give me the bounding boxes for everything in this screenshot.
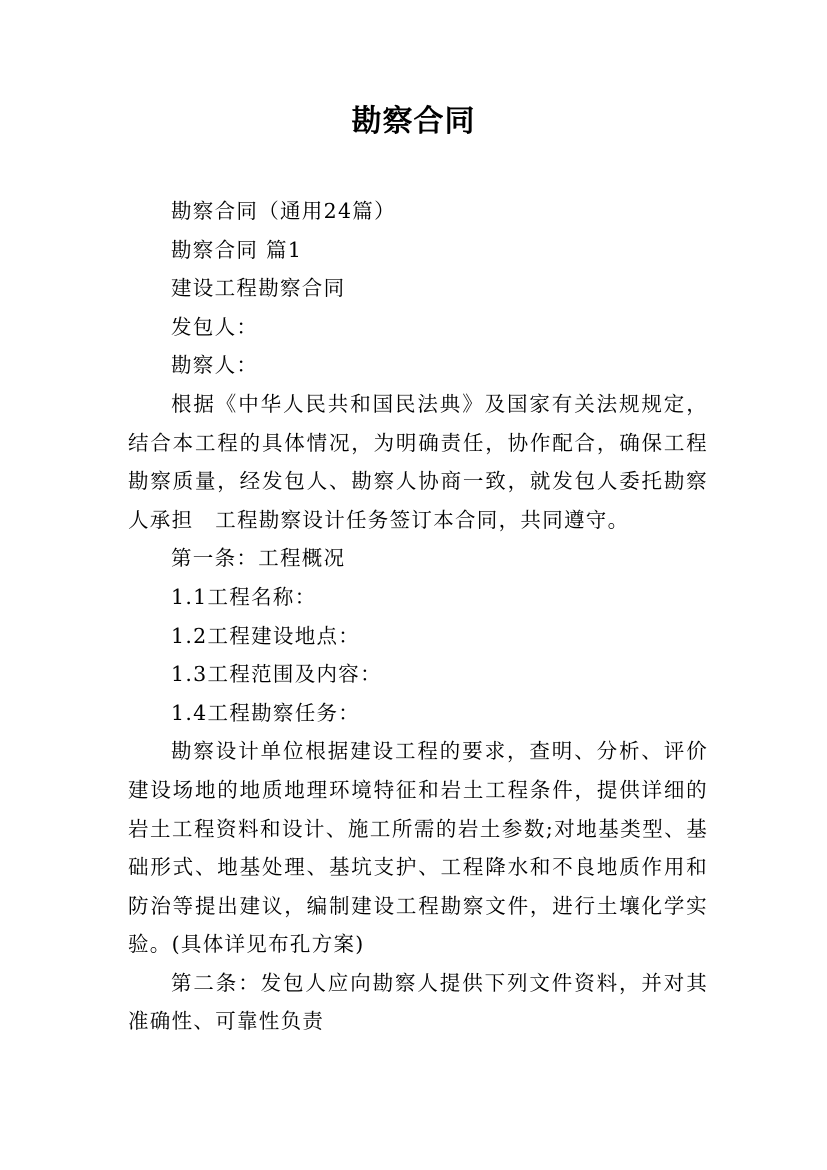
subtitle-line: 勘察合同（通用24篇）	[171, 199, 396, 223]
section-label: 勘察合同 篇1	[171, 237, 303, 262]
article-1-item: 1.1工程名称：	[171, 584, 317, 609]
survey-task-paragraph: 勘察设计单位根据建设工程的要求，查明、分析、评价建设场地的地质地理环境特征和岩土工程条件，提供详细的岩土工程资料和设计、施工所需的岩土参数;对地基类型、基础形式、地基处理、基坑支护、工程降水和不良地质作用和防治等提出建议，编制建设工程勘察文件，进行土壤化学实验。(具体详见布孔方案)	[128, 739, 708, 957]
contract-name: 建设工程勘察合同	[171, 276, 346, 301]
article-1-heading: 第一条：工程概况	[171, 546, 346, 571]
article-2-paragraph: 第二条：发包人应向勘察人提供下列文件资料，并对其准确性、可靠性负责	[128, 970, 708, 1034]
document-body	[128, 192, 708, 1041]
party-employer: 发包人：	[171, 314, 259, 339]
page-title: 勘察合同	[351, 104, 476, 139]
article-1-item: 1.4工程勘察任务：	[171, 700, 361, 725]
article-1-item: 1.2工程建设地点：	[171, 623, 361, 648]
preamble-paragraph: 根据《中华人民共和国民法典》及国家有关法规规定，结合本工程的具体情况，为明确责任，协作配合，确保工程勘察质量，经发包人、勘察人协商一致，就发包人委托勘察人承担 工程勘察设计任务签订本合同，共同遵守。	[128, 391, 708, 532]
article-1-item: 1.3工程范围及内容：	[171, 662, 382, 687]
party-surveyor: 勘察人：	[171, 353, 259, 378]
